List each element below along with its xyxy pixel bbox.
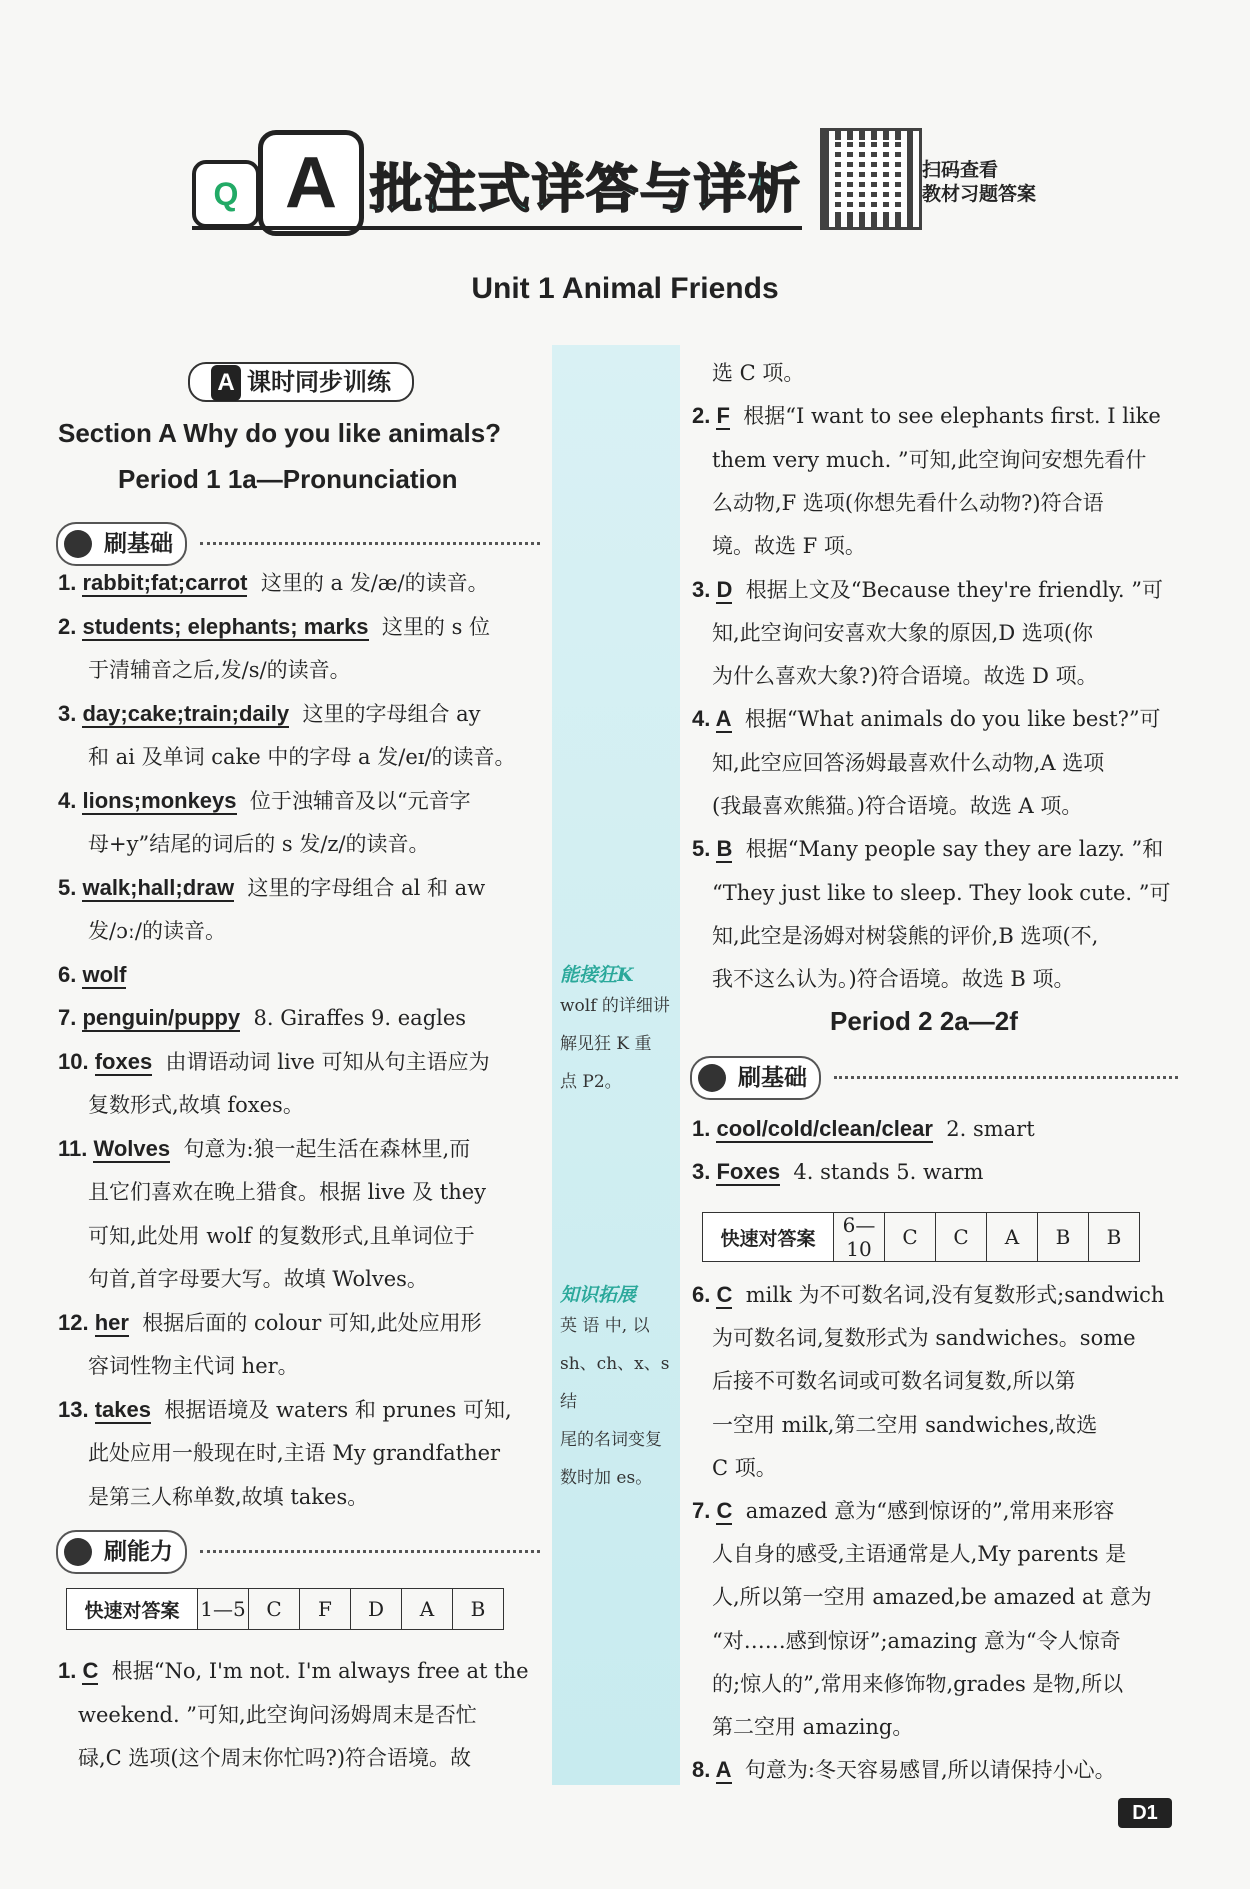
- item-number: 3.: [58, 700, 83, 726]
- answer-line: [712, 1576, 1152, 1619]
- explanation-text: 容词性物主代词 her。: [88, 1354, 299, 1378]
- explanation-text: “对……感到惊讶”;amazing 意为“令人惊奇: [712, 1628, 1121, 1653]
- item-number: 3.: [692, 1159, 717, 1184]
- quick-answer-cell: A: [402, 1589, 453, 1630]
- explanation-text: (我最喜欢熊猫。)符合语境。故选 A 项。: [712, 794, 1083, 818]
- quick-answer-cell: A: [987, 1213, 1038, 1262]
- right-answer-list: [692, 352, 1182, 1002]
- item-number: 4.: [58, 787, 83, 813]
- side-note-line: 解见狂 K 重: [560, 1034, 652, 1054]
- item-number: 10.: [58, 1048, 95, 1074]
- explanation-text: 且它们喜欢在晚上猎食。根据 live 及 they: [88, 1180, 487, 1204]
- answer-line: [712, 482, 1104, 525]
- basic-label: 刷基础: [104, 531, 173, 557]
- answer-line: [692, 698, 1161, 741]
- explanation-text: 的;惊人的”,常用来修饰物,grades 是物,所以: [712, 1671, 1124, 1696]
- explanation-text: weekend. ”可知,此空询问汤姆周末是否忙: [78, 1702, 477, 1727]
- answer-key: F: [716, 403, 730, 429]
- explanation-text: 这里的 a 发/æ/的读音。: [260, 571, 489, 595]
- quick-answer-range: 1—5: [198, 1589, 249, 1630]
- section-title: Section A Why do you like animals?: [58, 418, 502, 448]
- explanation-text: 2. smart: [946, 1117, 1035, 1141]
- item-number: 2.: [58, 613, 83, 639]
- explanation-text: 为什么喜欢大象?)符合语境。故选 D 项。: [712, 664, 1098, 689]
- answer-line: [712, 1404, 1097, 1447]
- answer-key: wolf: [82, 961, 127, 987]
- quick-answer-cell: F: [300, 1589, 351, 1630]
- answer-key: rabbit;fat;carrot: [82, 570, 248, 595]
- period2-title: Period 2 2a—2f: [830, 1006, 1018, 1036]
- answer-key: her: [94, 1309, 129, 1335]
- left-answer-list-bottom: [58, 1650, 544, 1790]
- quick-answer-cell: B: [453, 1589, 504, 1630]
- answer-key: cool/cold/clean/clear: [716, 1116, 933, 1141]
- sync-tag-label: 课时同步训练: [247, 367, 391, 396]
- answer-key: Wolves: [93, 1135, 171, 1161]
- answer-line: [88, 1084, 304, 1127]
- sync-training-tag: [188, 362, 414, 402]
- answer-line: [88, 1215, 475, 1258]
- explanation-text: 位于浊辅音及以“元音字: [249, 788, 471, 813]
- item-number: 5.: [58, 874, 83, 900]
- answer-line: [58, 1302, 482, 1345]
- unit-title: Unit 1 Animal Friends: [471, 272, 779, 305]
- answer-line: [692, 569, 1163, 612]
- explanation-text: 发/ɔː/的读音。: [88, 919, 226, 943]
- explanation-text: 根据“Many people say they are lazy. ”和: [745, 837, 1164, 862]
- explanation-text: “They just like to sleep. They look cute. ”可: [712, 880, 1171, 905]
- item-number: 13.: [58, 1396, 95, 1422]
- explanation-text: 于清辅音之后,发/s/的读音。: [88, 658, 351, 682]
- side-note-line: 尾的名词变复: [560, 1430, 662, 1450]
- item-number: 12.: [58, 1309, 95, 1335]
- answer-key: students; elephants; marks: [82, 613, 369, 639]
- explanation-text: 根据“What animals do you like best?”可: [744, 707, 1161, 732]
- answer-line: [58, 1389, 512, 1432]
- answer-line: [712, 525, 866, 568]
- answer-line: [712, 785, 1082, 828]
- answer-line: [712, 1360, 1076, 1403]
- explanation-text: 此处应用一般现在时,主语 My grandfather: [88, 1441, 501, 1465]
- answer-line: [88, 1476, 368, 1519]
- answer-line: [692, 1749, 1116, 1792]
- side-note-2: [560, 1280, 678, 1497]
- explanation-text: 这里的字母组合 al 和 aw: [247, 875, 486, 900]
- answer-line: [88, 1432, 500, 1475]
- explanation-text: 句首,首字母要大写。故填 Wolves。: [88, 1267, 428, 1291]
- explanation-text: 后接不可数名词或可数名词复数,所以第: [712, 1369, 1076, 1394]
- answer-line: [58, 693, 481, 736]
- right-basic-section-pill: [690, 1056, 821, 1100]
- qr-note-line-1: 扫码查看: [922, 159, 999, 181]
- answer-line: [58, 997, 466, 1040]
- explanation-text: 和 ai 及单词 cake 中的字母 a 发/eɪ/的读音。: [88, 745, 516, 769]
- quick-answer-cell: D: [351, 1589, 402, 1630]
- explanation-text: 这里的 s 位: [381, 614, 491, 639]
- explanation-text: milk 为不可数名词,没有复数形式;sandwich: [745, 1283, 1165, 1307]
- quick-answer-cell: B: [1089, 1213, 1140, 1262]
- answer-line: [78, 1694, 477, 1737]
- side-note-line: 英 语 中, 以: [560, 1316, 650, 1336]
- side-note-line: 点 P2。: [560, 1072, 622, 1092]
- explanation-text: 我不这么认为。)符合语境。故选 B 项。: [712, 967, 1075, 992]
- side-note-line: wolf 的详细讲: [560, 996, 670, 1016]
- side-note-2-body: [560, 1307, 678, 1497]
- answer-line: [58, 867, 485, 910]
- quick-answer-table-2: [702, 1212, 1140, 1262]
- banner-title: 批注式详答与详析: [370, 160, 803, 220]
- explanation-text: 母+y”结尾的词后的 s 发/z/的读音。: [88, 832, 430, 856]
- answer-key: takes: [94, 1396, 151, 1422]
- answer-key: lions;monkeys: [82, 787, 237, 813]
- answer-line: [692, 828, 1163, 871]
- answer-key: foxes: [94, 1048, 153, 1074]
- explanation-text: 由谓语动词 live 可知从句主语应为: [165, 1049, 490, 1074]
- answer-line: [58, 606, 490, 649]
- answer-line: [692, 1151, 983, 1194]
- side-note-1-head: 能接狂K: [560, 964, 634, 986]
- right-answer-list-bottom: [692, 1274, 1182, 1794]
- answer-line: [88, 736, 516, 779]
- item-number: 1.: [58, 1658, 83, 1683]
- explanation-text: 根据“I want to see elephants first. I like: [743, 404, 1161, 429]
- answer-line: [58, 780, 471, 823]
- explanation-text: 碌,C 选项(这个周末你忙吗?)符合语境。故: [78, 1746, 472, 1770]
- answer-line: [88, 1258, 428, 1301]
- item-number: 3.: [692, 576, 717, 602]
- answer-key: B: [716, 836, 733, 862]
- explanation-text: 么动物,F 选项(你想先看什么动物?)符合语: [712, 490, 1104, 515]
- answer-line: [692, 395, 1161, 438]
- basic-section-pill: [56, 522, 187, 566]
- answer-line: [692, 1108, 1035, 1151]
- answer-line: [692, 1490, 1114, 1533]
- item-number: 7.: [692, 1498, 717, 1523]
- answer-line: [58, 954, 140, 997]
- explanation-text: 知,此空询问安喜欢大象的原因,D 选项(你: [712, 620, 1094, 645]
- answer-line: [712, 958, 1074, 1001]
- answer-key: walk;hall;draw: [82, 874, 235, 900]
- item-number: 8.: [692, 1757, 716, 1783]
- period1-title: Period 1 1a—Pronunciation: [118, 464, 458, 494]
- answer-line: [712, 655, 1098, 698]
- explanation-text: 句意为:狼一起生活在森林里,而: [183, 1136, 471, 1161]
- explanation-text: 4. stands 5. warm: [793, 1160, 984, 1184]
- answer-key: C: [716, 1498, 733, 1523]
- dotted-divider: [200, 542, 540, 545]
- qr-note-line-2: 教材习题答案: [922, 183, 1037, 205]
- answer-line: [88, 910, 226, 953]
- answer-key: day;cake;train;daily: [82, 700, 290, 726]
- answer-line: [712, 1620, 1121, 1663]
- explanation-text: 人自身的感受,主语通常是人,My parents 是: [712, 1542, 1127, 1567]
- answer-line: [712, 612, 1093, 655]
- answer-line: [712, 1447, 777, 1490]
- page-number: D1: [1118, 1798, 1172, 1828]
- explanation-text: them very much. ”可知,此空询问安想先看什: [712, 447, 1147, 472]
- answer-line: [712, 1706, 913, 1749]
- a-bubble-logo: A: [258, 130, 364, 236]
- explanation-text: 一空用 milk,第二空用 sandwiches,故选: [712, 1412, 1098, 1437]
- answer-line: [58, 562, 489, 605]
- quick-answer-label: 快速对答案: [703, 1213, 834, 1262]
- side-note-1: [560, 960, 678, 1101]
- item-number: 6.: [58, 961, 83, 987]
- answer-key: Foxes: [716, 1159, 781, 1184]
- explanation-text: 知,此空应回答汤姆最喜欢什么动物,A 选项: [712, 750, 1105, 775]
- item-number: 11.: [58, 1135, 94, 1161]
- answer-line: [88, 1171, 486, 1214]
- explanation-text: 第二空用 amazing。: [712, 1715, 914, 1739]
- answer-line: [88, 1345, 299, 1388]
- explanation-text: 复数形式,故填 foxes。: [88, 1093, 304, 1117]
- item-number: 1.: [58, 570, 83, 595]
- answer-line: [712, 1317, 1136, 1360]
- explanation-text: 境。故选 F 项。: [712, 534, 866, 559]
- sync-tag-badge: A: [211, 365, 241, 401]
- quick-answer-cell: C: [885, 1213, 936, 1262]
- answer-line: [692, 1274, 1164, 1317]
- answer-line: [712, 352, 804, 395]
- explanation-text: 根据“No, I'm not. I'm always free at the: [111, 1659, 529, 1683]
- explanation-text: 根据后面的 colour 可知,此处应用形: [142, 1310, 482, 1335]
- item-number: 7.: [58, 1005, 83, 1030]
- answer-line: [712, 1663, 1123, 1706]
- right-basic-list: [692, 1108, 1182, 1198]
- right-basic-label: 刷基础: [738, 1065, 807, 1091]
- dotted-divider: [200, 1550, 540, 1553]
- ability-section-pill: [56, 1530, 187, 1574]
- item-number: 5.: [692, 836, 717, 862]
- quick-answer-label: 快速对答案: [67, 1589, 198, 1630]
- explanation-text: 这里的字母组合 ay: [302, 701, 481, 726]
- answer-line: [58, 1041, 490, 1084]
- item-number: 6.: [692, 1282, 717, 1307]
- item-number: 1.: [692, 1116, 717, 1141]
- explanation-text: C 项。: [712, 1455, 777, 1480]
- dotted-divider: [834, 1076, 1178, 1079]
- answer-line: [712, 872, 1170, 915]
- quick-answer-range: 6—10: [834, 1213, 885, 1262]
- qr-note: [922, 158, 1072, 206]
- answer-line: [58, 1128, 470, 1171]
- side-note-2-head: 知识拓展: [560, 1284, 637, 1306]
- banner-underline: [192, 226, 802, 230]
- answer-line: [712, 439, 1146, 482]
- explanation-text: 根据上文及“Because they're friendly. ”可: [745, 577, 1163, 602]
- qr-code-pattern: [832, 140, 904, 212]
- explanation-text: 句意为:冬天容易感冒,所以请保持小心。: [744, 1758, 1116, 1783]
- explanation-text: 根据语境及 waters 和 prunes 可知,: [164, 1397, 512, 1422]
- explanation-text: 8. Giraffes 9. eagles: [253, 1006, 467, 1030]
- explanation-text: 知,此空是汤姆对树袋熊的评价,B 选项(不,: [712, 923, 1099, 948]
- answer-line: [712, 1533, 1126, 1576]
- answer-line: [88, 649, 351, 692]
- quick-answer-table-1: [66, 1588, 504, 1630]
- side-note-1-body: [560, 987, 678, 1101]
- item-number: 2.: [692, 403, 717, 429]
- answer-line: [88, 823, 430, 866]
- q-bubble-logo: Q: [192, 160, 260, 228]
- left-answer-list: [58, 562, 544, 1522]
- explanation-text: 为可数名词,复数形式为 sandwiches。some: [712, 1326, 1136, 1351]
- explanation-text: 可知,此处用 wolf 的复数形式,且单词位于: [88, 1223, 475, 1248]
- item-number: 4.: [692, 706, 716, 732]
- quick-answer-cell: B: [1038, 1213, 1089, 1262]
- explanation-text: 人,所以第一空用 amazed,be amazed at 意为: [712, 1585, 1152, 1610]
- answer-key: penguin/puppy: [82, 1005, 241, 1030]
- side-note-line: sh、ch、x、s 结: [560, 1354, 670, 1412]
- answer-key: C: [716, 1282, 733, 1307]
- answer-key: A: [715, 706, 732, 732]
- answer-line: [58, 1650, 529, 1693]
- ability-label: 刷能力: [104, 1539, 173, 1565]
- answer-key: D: [716, 576, 733, 602]
- explanation-text: 选 C 项。: [712, 361, 805, 385]
- explanation-text: 是第三人称单数,故填 takes。: [88, 1484, 369, 1509]
- explanation-text: amazed 意为“感到惊讶的”,常用来形容: [745, 1499, 1115, 1523]
- quick-answer-cell: C: [936, 1213, 987, 1262]
- answer-line: [712, 915, 1098, 958]
- answer-key: A: [715, 1757, 732, 1783]
- answer-line: [78, 1737, 471, 1780]
- quick-answer-cell: C: [249, 1589, 300, 1630]
- side-note-line: 数时加 es。: [560, 1468, 653, 1488]
- answer-key: C: [82, 1658, 99, 1683]
- answer-line: [712, 742, 1104, 785]
